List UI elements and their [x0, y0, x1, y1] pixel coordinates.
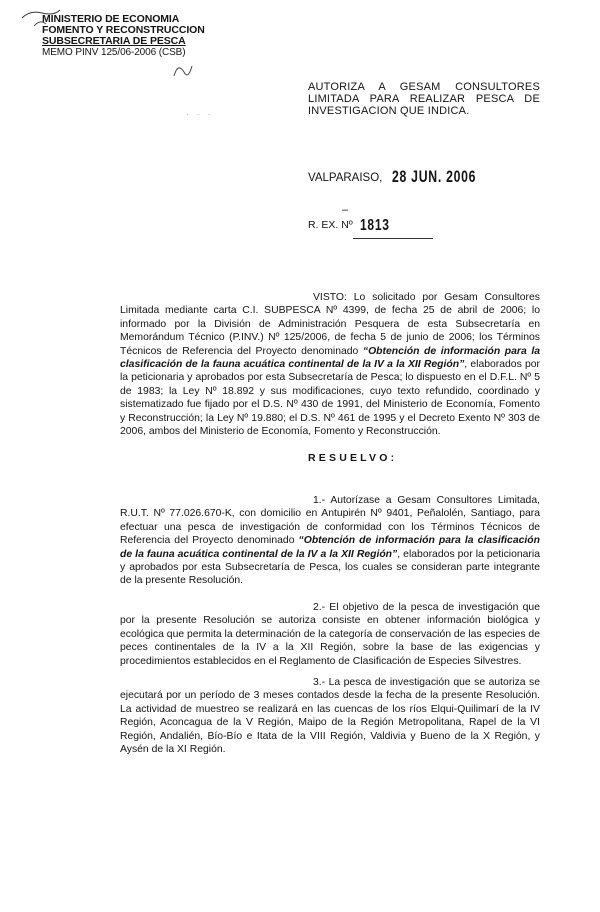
memo-reference: MEMO PINV 125/06-2006 (CSB): [42, 47, 186, 58]
visto-label: VISTO:: [313, 292, 347, 303]
subsecretaria-name: SUBSECRETARIA DE PESCA: [42, 35, 186, 47]
project-title: “Obtención de información para la clasificación de la fauna acuática continental de la IV a la XII Región”: [120, 345, 540, 371]
place: VALPARAISO,: [308, 172, 383, 184]
date-stamp: 28 JUN. 2006: [391, 167, 476, 186]
resolution-number: [308, 217, 399, 235]
ministry-name: MINISTERIO DE ECONOMIA: [42, 13, 180, 25]
place-and-date: [308, 167, 508, 187]
rex-label: R. EX. Nº: [308, 219, 353, 231]
ministry-subtitle: FOMENTO Y RECONSTRUCCION: [42, 24, 205, 36]
article-3: 3.- La pesca de investigación que se autoriza se ejecutará por un período de 3 meses contados desde la fecha de la presente Resolución. La actividad de muestreo se realizará en las cuencas de los ríos Elqui-Quilimarí de la IV Región, Aconcagua de la V Región, Maipo de la Región Metropolitana, Rapel de la VI Región, Andalién, Bío-Bío e Itata de la VIII Región, Valdivia y Bueno de la X Región, y Aysén de la XI Región.: [120, 677, 540, 756]
article-1: 1.- Autorízase a Gesam Consultores Limitada, R.U.T. Nº 77.026.670-K, con domicilio en Antupirén Nº 9401, Peñalolén, Santiago, para efectuar una pesca de investigación de conformidad con los Términos Técnicos de Referencia del Proyecto denominado “Obtención de información para la clasificación de la fauna acuática continental de la IV a la XII Región”, elaborados por la peticionaria y aprobados por esta Subsecretaría de Pesca, los cuales se consideran parte integrante de la presente Resolución.: [120, 495, 540, 587]
handwritten-initials: [170, 56, 210, 86]
dash-mark: –: [342, 204, 349, 216]
visto-paragraph: VISTO: Lo solicitado por Gesam Consultores Limitada mediante carta C.I. SUBPESCA Nº 4399, de fecha 25 de abril de 2006; lo informado por la División de Administración Pesquera de esta Subsecretaría en Memorándum Técnico (P.INV.) Nº 125/2006, de fecha 5 de junio de 2006; los Términos Técnicos de Referencia del Proyecto denominado “Obtención de información para la clasificación de la fauna acuática continental de la IV a la XII Región”, elaborados por la peticionaria y aprobados por esta Subsecretaría de Pesca; lo dispuesto en el D.F.L. Nº 5 de 1983; la Ley Nº 18.892 y sus modificaciones, cuyo texto refundido, coordinado y sistematizado fue fijado por el D.S. Nº 430 de 1991, del Ministerio de Economía, Fomento y Reconstrucción; la Ley Nº 19.880; el D.S. Nº 461 de 1995 y el Decreto Exento Nº 303 de 2006, ambos del Ministerio de Economía, Fomento y Reconstrucción.: [120, 292, 540, 438]
article-2: 2.- El objetivo de la pesca de investigación que por la presente Resolución se autoriza consiste en obtener información biológica y ecológica que permita la determinación de la categoría de conservación de las especies de peces continentales de la IV a la XII Región, sobre la base de las exigencias y procedimientos establecidos en el Reglamento de Clasificación de Especies Silvestres.: [120, 602, 540, 667]
resuelvo-heading: RESUELVO:: [308, 452, 398, 464]
rex-underline: [353, 238, 433, 239]
letterhead: [42, 14, 205, 58]
rex-number: 1813: [359, 217, 390, 234]
project-title: “Obtención de información para la clasificación de la fauna acuática continental de la IV a la XII Región”: [120, 535, 540, 560]
scan-specks: · · ·: [186, 110, 214, 119]
document-subject: AUTORIZA A GESAM CONSULTORES LIMITADA PARA REALIZAR PESCA DE INVESTIGACION QUE INDICA.: [308, 81, 540, 117]
